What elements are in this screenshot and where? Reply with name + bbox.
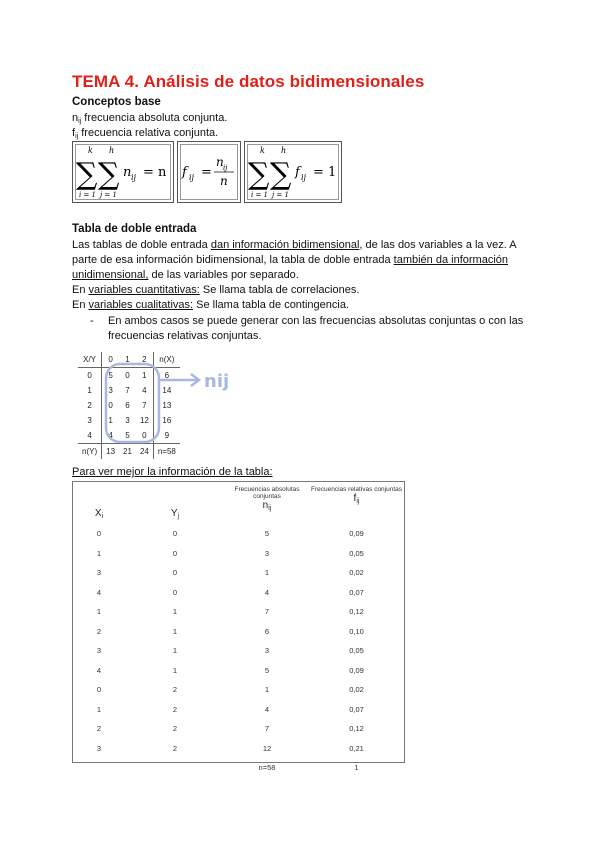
sum-upper-h: h: [109, 146, 115, 155]
header-x-sub: i: [101, 513, 104, 520]
formula-fij-svg: [178, 142, 240, 202]
frequency-header-row: [73, 482, 404, 524]
frac-num-sub: ij: [223, 164, 228, 172]
cell-x: 4: [96, 587, 102, 597]
tabla-p1: [72, 239, 517, 251]
sum2-upper-h: h: [281, 146, 287, 155]
cell-n: 4: [264, 704, 270, 714]
cell-f: 0,21: [349, 743, 364, 753]
bullet-dash: -: [90, 315, 94, 327]
nij-symbol: n: [72, 112, 79, 124]
fij-lhs: f: [182, 165, 187, 180]
tabla-p3-b: de las variables por separado.: [148, 269, 299, 281]
cell-n: 1: [264, 568, 270, 578]
tabla-p1-underlined: dan información bidimensional: [210, 239, 360, 251]
cell-f: 0,10: [349, 626, 364, 636]
cell-x: 1: [96, 548, 102, 558]
cell-x: 2: [96, 626, 102, 636]
mejor-caption: Para ver mejor la información de la tabla:: [72, 466, 273, 478]
tabla-p5: [72, 299, 349, 311]
contingency-cell: 4: [136, 383, 153, 398]
tabla-heading: Tabla de doble entrada: [72, 223, 197, 235]
formula-sum-fij: [244, 141, 342, 203]
cell-empty: [73, 758, 125, 778]
frac-num: n: [216, 155, 224, 169]
table-row: [73, 739, 404, 759]
header-y: [125, 482, 225, 524]
cell-x: 2: [96, 724, 102, 734]
frac-den: n: [220, 174, 228, 188]
cell-y: 1: [172, 607, 178, 617]
table-row: [73, 719, 404, 739]
bullet-line-1: En ambos casos se puede generar con las frecuencias absolutas conjuntas o con las: [108, 315, 524, 327]
cell-n: 12: [262, 743, 272, 753]
cell-x: 3: [96, 568, 102, 578]
header-f-caption: Frecuencias relativas conjuntas: [310, 486, 403, 493]
formula-sum-nij: [72, 141, 174, 203]
nij-definition: [72, 112, 227, 125]
header-y-sub: j: [177, 513, 180, 520]
cell-y: 1: [172, 665, 178, 675]
contingency-x: 1: [78, 383, 102, 398]
contingency-nx: 9: [164, 431, 170, 440]
formula-sum-fij-svg: [245, 142, 341, 202]
equals-n: = n: [143, 165, 167, 180]
cell-x: 0: [96, 685, 102, 695]
contingency-x: 0: [78, 368, 102, 384]
term-n-sub: ij: [131, 173, 137, 182]
cell-y: 0: [172, 587, 178, 597]
contingency-cell: 0: [125, 371, 130, 380]
sigma-4: ∑: [270, 157, 292, 192]
table-row: [73, 622, 404, 642]
contingency-cell: 7: [125, 386, 130, 395]
contingency-x: 4: [78, 428, 102, 444]
cell-f: 0,09: [349, 529, 364, 539]
header-x: [73, 482, 125, 524]
tabla-p1-b: , de las dos variables a la vez. A: [359, 239, 517, 251]
contingency-row: [78, 383, 180, 398]
sigma-3: ∑: [248, 157, 270, 192]
contingency-x: 2: [78, 398, 102, 413]
nij-text: frecuencia absoluta conjunta.: [81, 112, 228, 124]
contingency-cell: 6: [125, 401, 130, 410]
cell-f: 0,07: [349, 704, 364, 714]
contingency-cell: 4: [108, 431, 113, 440]
cell-f: 0,02: [349, 685, 364, 695]
contingency-row: [78, 428, 180, 444]
contingency-ny: 13: [102, 444, 119, 460]
fij-definition: [72, 127, 218, 140]
cell-y: 2: [172, 685, 178, 695]
tabla-p4-b: Se llama tabla de correlaciones.: [199, 284, 360, 296]
formula-sum-nij-svg: [73, 142, 173, 202]
contingency-col-header: 2: [136, 352, 153, 368]
contingency-cell: 7: [136, 398, 153, 413]
cell-f: 0,05: [349, 548, 364, 558]
cell-y: 2: [172, 743, 178, 753]
contingency-row: [78, 368, 180, 384]
tabla-p2: [72, 254, 508, 266]
contingency-ny: 24: [136, 444, 153, 460]
cell-f: 0,07: [349, 587, 364, 597]
tabla-p3-underlined: unidimensional,: [72, 269, 149, 281]
contingency-header-row: [78, 352, 180, 368]
cell-y: 2: [172, 724, 178, 734]
contingency-nx: 16: [162, 416, 172, 425]
contingency-nx: 14: [162, 386, 172, 395]
cell-y: 0: [172, 548, 178, 558]
term-f-sub: ij: [301, 173, 307, 182]
fij-lhs-sub: ij: [189, 173, 195, 182]
cell-n: 7: [264, 724, 270, 734]
header-y-symbol: Y: [170, 508, 178, 519]
total-n: n=58: [258, 763, 276, 773]
page-title: TEMA 4. Análisis de datos bidimensionales: [72, 72, 425, 91]
cell-f: 0,12: [349, 724, 364, 734]
tabla-p5-a: En: [72, 299, 89, 311]
tabla-p4-a: En: [72, 284, 89, 296]
conceptos-heading: Conceptos base: [72, 96, 161, 108]
cell-y: 0: [172, 529, 178, 539]
fij-equals: =: [201, 165, 212, 180]
tabla-p3: [72, 269, 299, 281]
contingency-cell: 0: [136, 428, 153, 444]
contingency-cell: 12: [136, 413, 153, 428]
sum2-lower-i: i = 1: [251, 191, 269, 199]
frequency-table: [72, 481, 405, 773]
cell-n: 5: [264, 529, 270, 539]
fij-text: frecuencia relativa conjunta.: [78, 127, 219, 139]
table-row: [73, 641, 404, 661]
contingency-nx: 13: [162, 401, 172, 410]
tabla-p4: [72, 284, 359, 296]
term-f: f: [295, 165, 300, 180]
table-row: [73, 583, 404, 603]
contingency-col-header: 0: [102, 352, 119, 368]
annotation-nij-label: nij: [204, 371, 230, 392]
contingency-ny-label: n(Y): [78, 444, 102, 460]
fij-symbol: f: [72, 127, 76, 139]
header-f-sub: ij: [356, 498, 360, 505]
bullet-line-2: frecuencias relativas conjuntas.: [108, 330, 262, 342]
total-f: 1: [354, 763, 359, 773]
cell-n: 3: [264, 646, 270, 656]
contingency-cell: 0: [108, 401, 113, 410]
cell-x: 4: [96, 665, 102, 675]
sum2-upper-k: k: [260, 146, 265, 155]
cell-x: 1: [96, 704, 102, 714]
contingency-row: [78, 398, 180, 413]
table-total-row: [73, 758, 404, 778]
contingency-ny: 21: [119, 444, 136, 460]
cell-n: 3: [264, 548, 270, 558]
annotation-arrow-head: [191, 374, 199, 386]
table-row: [73, 544, 404, 564]
contingency-row: [78, 413, 180, 428]
sum-lower-i: i = 1: [79, 191, 97, 199]
header-n-caption: Frecuencias absolutas conjuntas: [234, 486, 300, 500]
contingency-cell: 5: [125, 431, 130, 440]
cell-x: 3: [96, 743, 102, 753]
contingency-table: [78, 352, 180, 459]
cell-f: 0,12: [349, 607, 364, 617]
header-n-sub: ij: [268, 505, 272, 512]
cell-y: 1: [172, 646, 178, 656]
cell-n: 6: [264, 626, 270, 636]
header-x-symbol: X: [94, 508, 102, 519]
contingency-nx: 6: [164, 371, 170, 380]
tabla-p4-underlined: variables cuantitativas:: [88, 284, 200, 296]
sigma-1: ∑: [76, 157, 98, 192]
cell-x: 0: [96, 529, 102, 539]
cell-x: 1: [96, 607, 102, 617]
cell-y: 0: [172, 568, 178, 578]
cell-f: 0,05: [349, 646, 364, 656]
table-row: [73, 602, 404, 622]
tabla-p2-a: parte de esa información bidimensional, la tabla de doble entrada: [72, 254, 394, 266]
contingency-cell: 5: [108, 371, 113, 380]
equals-one: = 1: [313, 165, 337, 180]
header-n-symbol: n: [262, 500, 269, 511]
table-row: [73, 661, 404, 681]
cell-y: 2: [172, 704, 178, 714]
cell-x: 3: [96, 646, 102, 656]
cell-n: 1: [264, 685, 270, 695]
contingency-cell: 3: [108, 386, 113, 395]
contingency-cell: 1: [108, 416, 113, 425]
contingency-total: n=58: [153, 444, 180, 460]
contingency-cell: 1: [136, 368, 153, 384]
tabla-p5-b: Se llama tabla de contingencia.: [193, 299, 350, 311]
cell-empty: [125, 758, 225, 778]
header-f-symbol: f: [353, 493, 357, 504]
cell-y: 1: [172, 626, 178, 636]
table-row: [73, 700, 404, 720]
cell-n: 7: [264, 607, 270, 617]
sum-upper-k: k: [88, 146, 93, 155]
table-row: [73, 524, 404, 544]
tabla-p2-underlined: también da información: [393, 254, 508, 266]
fij-subscript: ij: [75, 133, 79, 140]
contingency-col-header: 1: [119, 352, 136, 368]
formula-fij: [177, 141, 241, 203]
header-f: [309, 482, 404, 524]
tabla-p1-a: Las tablas de doble entrada: [72, 239, 211, 251]
cell-n: 5: [264, 665, 270, 675]
contingency-footer-row: [78, 444, 180, 460]
cell-f: 0,02: [349, 568, 364, 578]
term-n: n: [123, 165, 132, 180]
contingency-nx-header: n(X): [153, 352, 180, 368]
contingency-corner: X/Y: [78, 352, 102, 368]
cell-n: 4: [264, 587, 270, 597]
sigma-2: ∑: [98, 157, 120, 192]
tabla-p5-underlined: variables cualitativas:: [88, 299, 194, 311]
cell-f: 0,09: [349, 665, 364, 675]
contingency-cell: 3: [125, 416, 130, 425]
table-row: [73, 563, 404, 583]
contingency-x: 3: [78, 413, 102, 428]
sum2-lower-j: j = 1: [272, 191, 289, 199]
sum-lower-j: j = 1: [100, 191, 117, 199]
table-row: [73, 680, 404, 700]
nij-subscript: ij: [78, 118, 82, 125]
header-n: [225, 482, 309, 524]
